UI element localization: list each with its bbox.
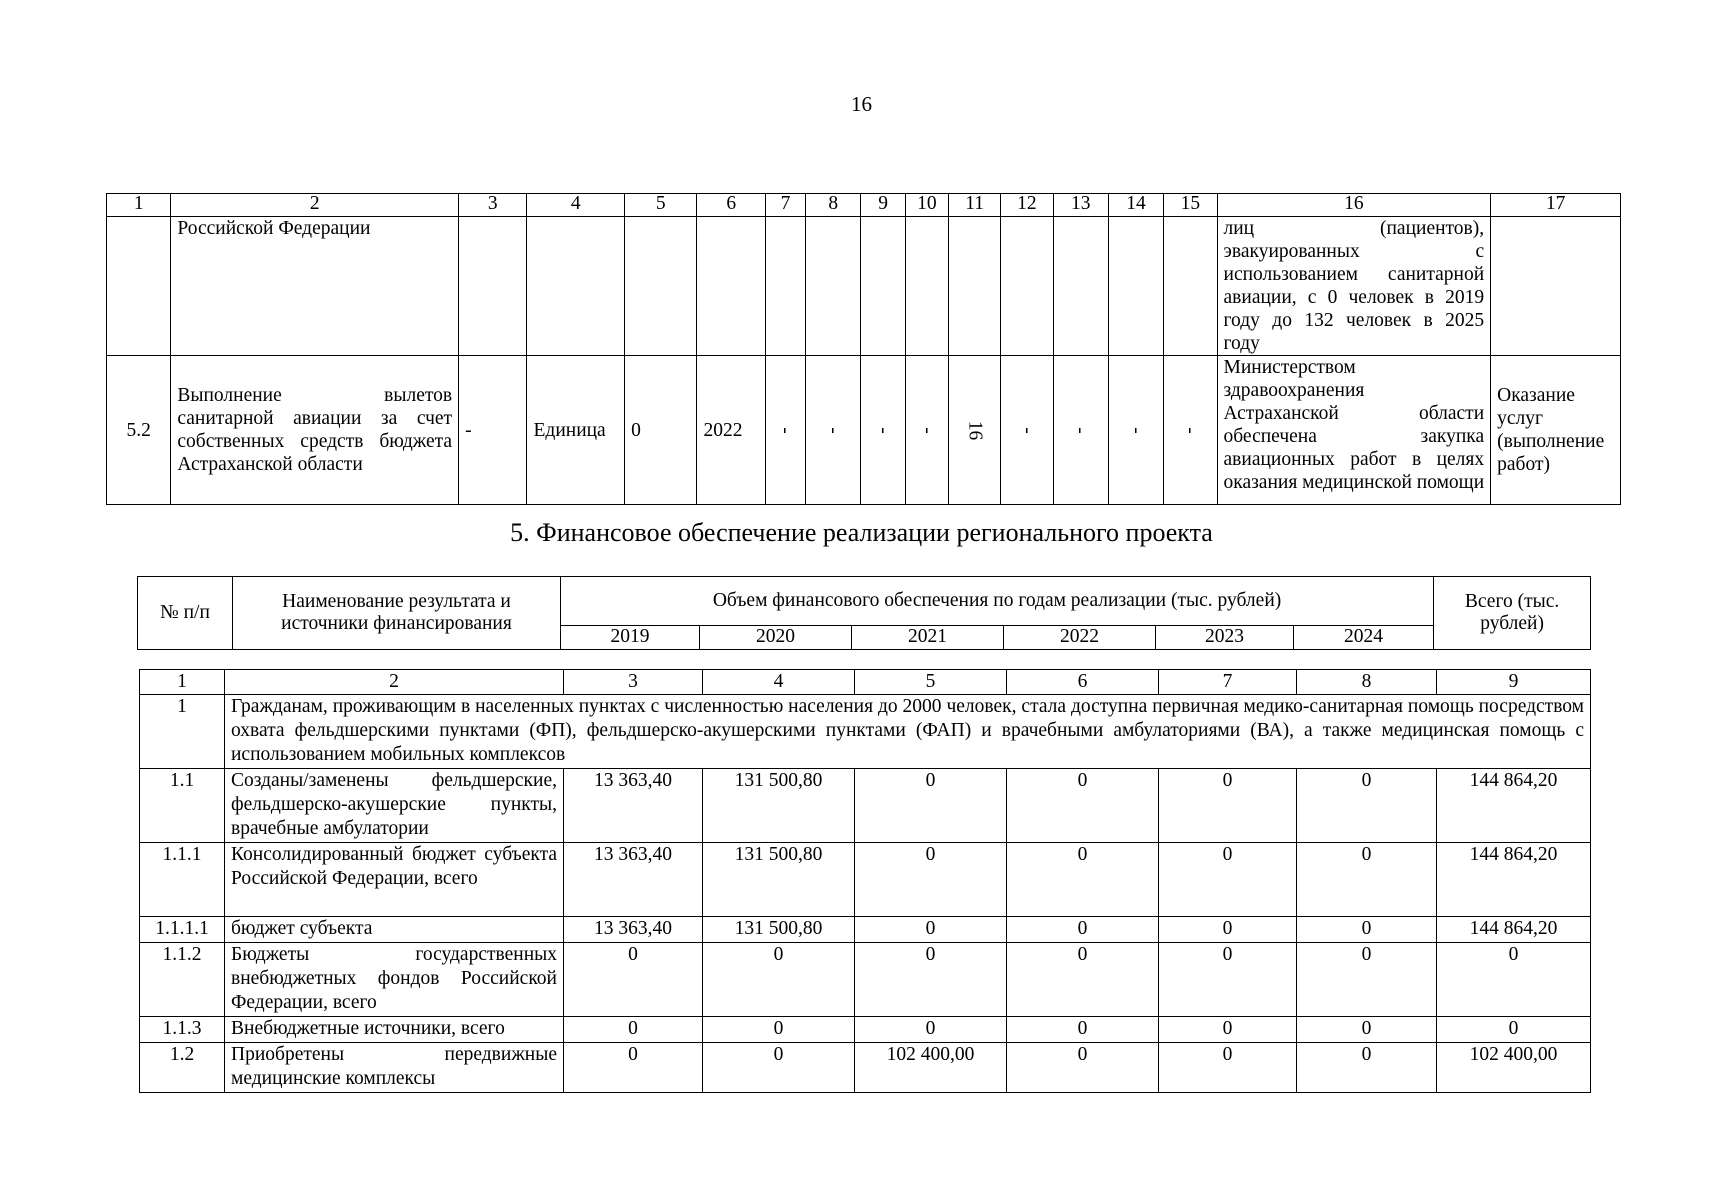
cell-value: - <box>872 426 894 434</box>
page-number: 16 <box>851 92 872 116</box>
cell-value: 16 <box>964 420 986 440</box>
cell-value: 0 <box>1159 943 1297 1017</box>
result-description: лиц (пациентов), эвакуированных с использованием санитарной авиации, с 0 человек в 2019 году до 132 человек в 2025 году <box>1217 217 1491 356</box>
table-row <box>140 917 1591 943</box>
cell-value: - <box>459 356 527 505</box>
source-name: Созданы/заменены фельдшерские, фельдшерско-акушерские пункты, врачебные амбулатории <box>225 769 564 843</box>
col-number: 12 <box>1001 194 1053 217</box>
cell-value: 13 363,40 <box>564 917 703 943</box>
total-value: 102 400,00 <box>1437 1043 1591 1093</box>
row-number: 1 <box>140 695 225 769</box>
total-value: 0 <box>1437 1017 1591 1043</box>
col-number: 7 <box>765 194 805 217</box>
header-year: 2021 <box>852 626 1004 650</box>
col-number: 1 <box>140 670 225 695</box>
cell-value: 0 <box>703 1043 855 1093</box>
header-year: 2020 <box>700 626 852 650</box>
col-number: 5 <box>625 194 697 217</box>
col-number: 8 <box>806 194 861 217</box>
cell-value: 0 <box>564 1043 703 1093</box>
source-name: Консолидированный бюджет субъекта Российской Федерации, всего <box>225 843 564 917</box>
cell-value: 0 <box>855 1017 1007 1043</box>
result-name: Выполнение вылетов санитарной авиации за счет собственных средств бюджета Астраханской области <box>171 356 459 505</box>
header-volume: Объем финансового обеспечения по годам реализации (тыс. рублей) <box>561 577 1434 626</box>
results-table <box>106 193 1621 505</box>
cell-value: - <box>1016 426 1038 434</box>
financing-table <box>139 669 1591 1093</box>
header-year: 2024 <box>1294 626 1434 650</box>
col-number: 11 <box>948 194 1000 217</box>
cell-value: 0 <box>855 917 1007 943</box>
row-number <box>107 217 171 356</box>
cell-value: - <box>1125 426 1147 434</box>
cell-value: 0 <box>855 843 1007 917</box>
cell-value: 0 <box>564 943 703 1017</box>
col-number: 7 <box>1159 670 1297 695</box>
cell-value: 13 363,40 <box>564 769 703 843</box>
cell-value: 0 <box>1297 943 1437 1017</box>
col-number: 8 <box>1297 670 1437 695</box>
row-number: 1.1.1.1 <box>140 917 225 943</box>
col-number: 4 <box>527 194 625 217</box>
column-number-row <box>140 670 1591 695</box>
header-num: № п/п <box>138 577 233 650</box>
table-row <box>140 1043 1591 1093</box>
col-number: 1 <box>107 194 171 217</box>
table-row <box>140 769 1591 843</box>
cell-value: 0 <box>1297 843 1437 917</box>
col-number: 10 <box>905 194 948 217</box>
column-number-row <box>107 194 1621 217</box>
result-description: Министерством здравоохранения Астраханской области обеспечена закупка авиационных работ в целях оказания медицинской помощи <box>1217 356 1491 505</box>
cell-value: 0 <box>1007 943 1159 1017</box>
col-number: 14 <box>1108 194 1163 217</box>
cell-value: 0 <box>1297 769 1437 843</box>
cell-value: 102 400,00 <box>855 1043 1007 1093</box>
cell-value: 131 500,80 <box>703 843 855 917</box>
col-number: 3 <box>564 670 703 695</box>
cell-value: - <box>1070 426 1092 434</box>
col-number: 6 <box>697 194 765 217</box>
cell-value: 0 <box>1007 917 1159 943</box>
col-number: 2 <box>225 670 564 695</box>
cell-value: 0 <box>564 1017 703 1043</box>
row-number: 1.1.1 <box>140 843 225 917</box>
cell-value: - <box>916 426 938 434</box>
cell-value: 0 <box>1159 917 1297 943</box>
result-group-text: Гражданам, проживающим в населенных пунктах с численностью населения до 2000 человек, стала доступна первичная медико-санитарная помощь посредством охвата фельдшерскими пунктами (ФП), фельдшерско-акушерскими пунктами (ФАП) и врачебными амбулаториями (ВА), а также медицинская помощь с использованием мобильных комплексов <box>225 695 1591 769</box>
cell-value: 0 <box>1007 1017 1159 1043</box>
col-number: 2 <box>171 194 459 217</box>
source-name: Приобретены передвижные медицинские комплексы <box>225 1043 564 1093</box>
col-number: 4 <box>703 670 855 695</box>
base-value: 0 <box>625 356 697 505</box>
cell-value: 0 <box>1297 917 1437 943</box>
table-row <box>140 1017 1591 1043</box>
cell-value: 0 <box>1007 843 1159 917</box>
row-number: 1.2 <box>140 1043 225 1093</box>
result-type: Оказание услуг (выполнение работ) <box>1491 356 1621 505</box>
cell-value: 0 <box>703 943 855 1017</box>
total-value: 144 864,20 <box>1437 769 1591 843</box>
cell-value: - <box>775 426 796 434</box>
cell-value: 0 <box>1159 1043 1297 1093</box>
unit: Единица <box>527 356 625 505</box>
cell-value: 0 <box>1007 769 1159 843</box>
financing-header-table <box>137 576 1591 650</box>
cell-value: 131 500,80 <box>703 769 855 843</box>
section-title: 5. Финансовое обеспечение реализации регионального проекта <box>510 518 1213 547</box>
col-number: 3 <box>459 194 527 217</box>
total-value: 144 864,20 <box>1437 917 1591 943</box>
header-name: Наименование результата и источники финансирования <box>233 577 561 650</box>
cell-value: 131 500,80 <box>703 917 855 943</box>
total-value: 144 864,20 <box>1437 843 1591 917</box>
row-number: 5.2 <box>107 356 171 505</box>
base-year: 2022 <box>697 356 765 505</box>
col-number: 9 <box>861 194 905 217</box>
total-value: 0 <box>1437 943 1591 1017</box>
table-row <box>140 695 1591 769</box>
source-name: Бюджеты государственных внебюджетных фондов Российской Федерации, всего <box>225 943 564 1017</box>
col-number: 13 <box>1053 194 1108 217</box>
cell-value: 0 <box>1007 1043 1159 1093</box>
cell-value: - <box>822 426 844 434</box>
col-number: 5 <box>855 670 1007 695</box>
table-row <box>140 943 1591 1017</box>
row-number: 1.1 <box>140 769 225 843</box>
result-name: Российской Федерации <box>171 217 459 356</box>
header-year: 2022 <box>1004 626 1156 650</box>
cell-value: 0 <box>1297 1017 1437 1043</box>
table-row <box>140 843 1591 917</box>
row-number: 1.1.3 <box>140 1017 225 1043</box>
header-total: Всего (тыс. рублей) <box>1434 577 1591 650</box>
cell-value: 13 363,40 <box>564 843 703 917</box>
col-number: 9 <box>1437 670 1591 695</box>
header-year: 2023 <box>1156 626 1294 650</box>
table-row <box>107 356 1621 505</box>
cell-value: 0 <box>1297 1043 1437 1093</box>
table-row <box>107 217 1621 356</box>
cell-value: - <box>1179 426 1201 434</box>
cell-value: 0 <box>1159 1017 1297 1043</box>
source-name: Внебюджетные источники, всего <box>225 1017 564 1043</box>
cell-value: 0 <box>855 769 1007 843</box>
col-number: 15 <box>1164 194 1217 217</box>
source-name: бюджет субъекта <box>225 917 564 943</box>
cell-value: 0 <box>703 1017 855 1043</box>
cell-value: 0 <box>1159 843 1297 917</box>
col-number: 16 <box>1217 194 1491 217</box>
header-year: 2019 <box>561 626 700 650</box>
cell-value: 0 <box>855 943 1007 1017</box>
cell-value: 0 <box>1159 769 1297 843</box>
col-number: 17 <box>1491 194 1621 217</box>
row-number: 1.1.2 <box>140 943 225 1017</box>
col-number: 6 <box>1007 670 1159 695</box>
